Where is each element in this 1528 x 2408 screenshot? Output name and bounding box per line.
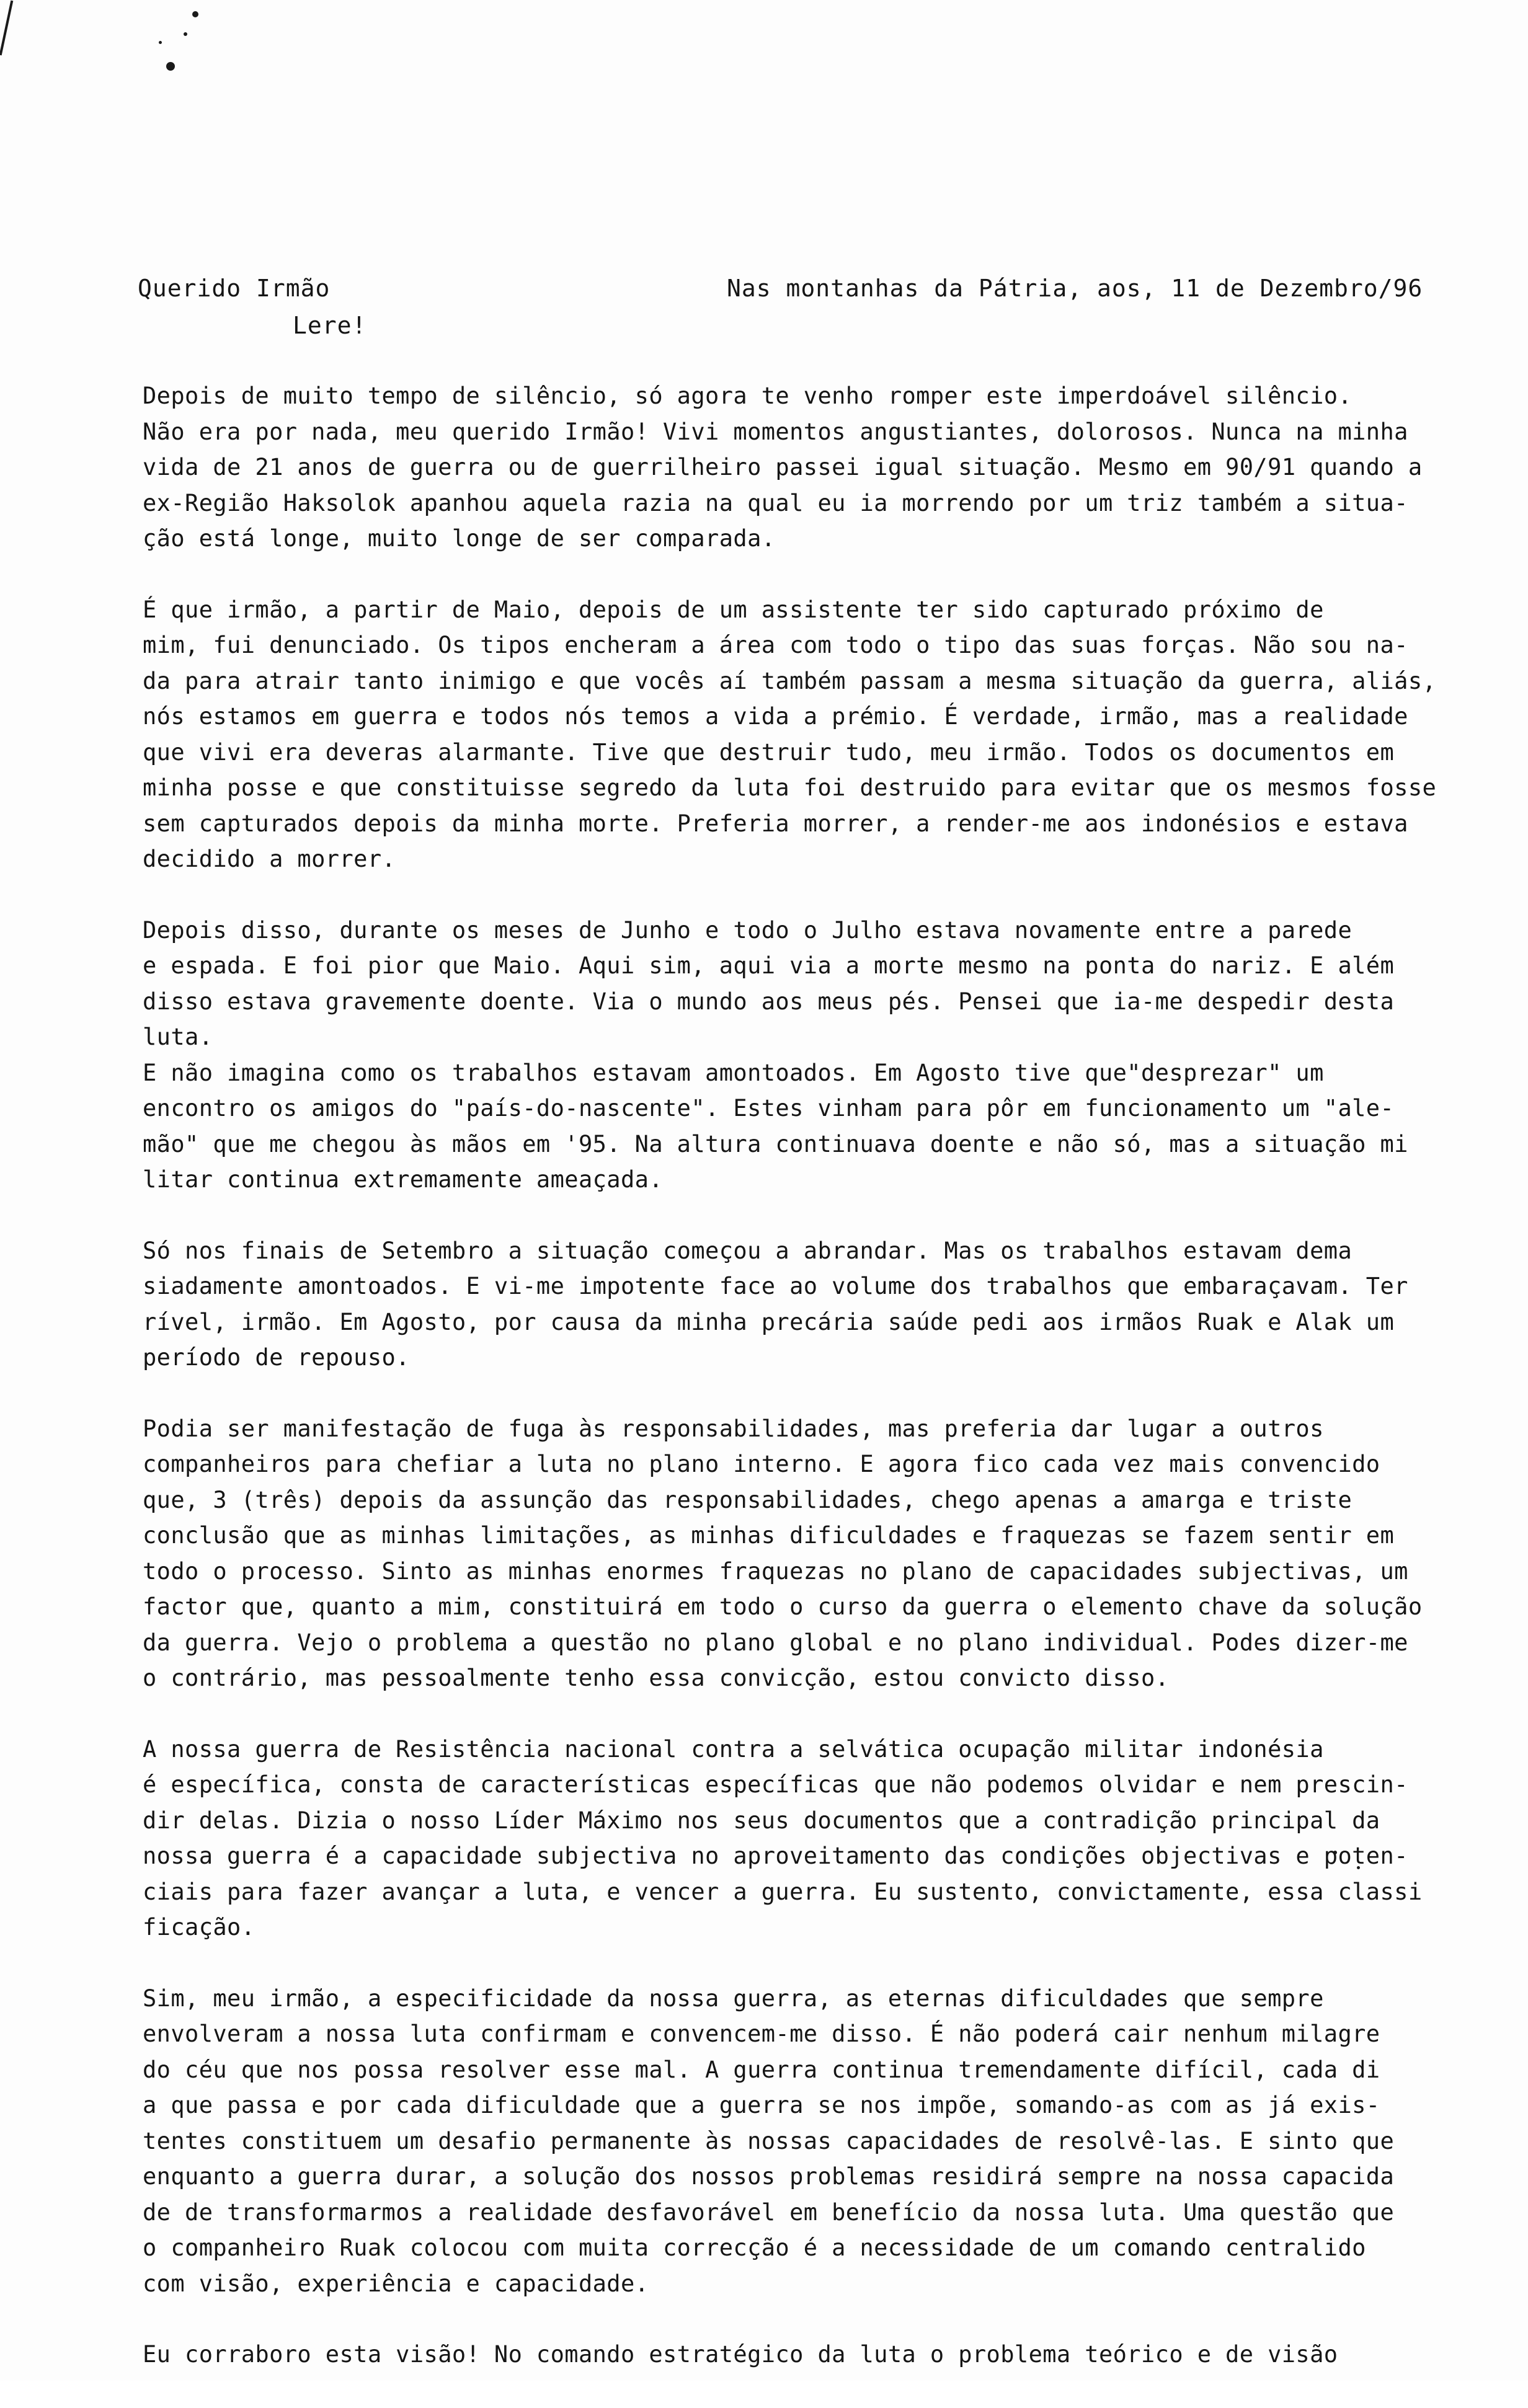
- scan-mark: [0, 1, 13, 56]
- text-line: vida de 21 anos de guerra ou de guerrilheiro passei igual situação. Mesmo em 90/91 quando a: [143, 454, 1423, 480]
- text-line: período de repouso.: [143, 1344, 410, 1371]
- text-line: dir delas. Dizia o nosso Líder Máximo nos seus documentos que a contradição principal da: [143, 1807, 1380, 1834]
- salutation-line1: Querido Irmão: [138, 275, 331, 302]
- paragraph-8: [118, 1981, 1457, 2302]
- text-line: da guerra. Vejo o problema a questão no plano global e no plano individual. Podes dizer-me: [143, 1629, 1408, 1656]
- text-line: E não imagina como os trabalhos estavam amontoados. Em Agosto tive que"desprezar" um: [143, 1059, 1324, 1086]
- text-line: de de transformarmos a realidade desfavorável em benefício da nossa luta. Uma questão que: [143, 2198, 1395, 2226]
- text-line: mim, fui denunciado. Os tipos encheram a área com todo o tipo das suas forças. Não sou na-: [143, 632, 1408, 658]
- scan-speck: [192, 11, 198, 17]
- text-line: ção está longe, muito longe de ser comparada.: [143, 525, 776, 552]
- text-line: rível, irmão. Em Agosto, por causa da minha precária saúde pedi aos irmãos Ruak e Alak um: [143, 1308, 1395, 1335]
- text-line: da para atrair tanto inimigo e que vocês aí também passam a mesma situação da guerra, aliás,: [143, 667, 1437, 694]
- text-line: do céu que nos possa resolver esse mal. A guerra continua tremendamente difícil, cada di: [143, 2056, 1380, 2083]
- text-line: Podia ser manifestação de fuga às responsabilidades, mas preferia dar lugar a outros: [143, 1415, 1324, 1442]
- text-line: encontro os amigos do "país-do-nascente". Estes vinham para pôr em funcionamento um "ale-: [143, 1095, 1395, 1122]
- paragraph-6: [118, 1411, 1457, 1696]
- text-line: ficação.: [143, 1914, 255, 1941]
- paragraph-7: [118, 1732, 1457, 1945]
- place-date: Nas montanhas da Pátria, aos, 11 de Dezembro/96: [727, 275, 1423, 302]
- text-line: disso estava gravemente doente. Via o mundo aos meus pés. Pensei que ia-me despedir desta: [143, 988, 1395, 1015]
- text-line: Só nos finais de Setembro a situação começou a abrandar. Mas os trabalhos estavam dema: [143, 1237, 1353, 1264]
- scan-speck: [184, 32, 187, 36]
- paragraph-4: [118, 1055, 1457, 1198]
- text-line: a que passa e por cada dificuldade que a guerra se nos impõe, somando-as com as já exis-: [143, 2092, 1380, 2118]
- text-line: decidido a morrer.: [143, 846, 396, 872]
- paragraph-3: [118, 913, 1457, 1055]
- text-line: Eu corraboro esta visão! No comando estratégico da luta o problema teórico e de visão: [143, 2341, 1338, 2368]
- text-line: Depois de muito tempo de silêncio, só agora te venho romper este imperdoável silêncio.: [143, 383, 1353, 409]
- paragraph-2: [118, 592, 1457, 877]
- text-line: sem capturados depois da minha morte. Preferia morrer, a render-me aos indonésios e estava: [143, 810, 1408, 837]
- text-line: ex-Região Haksolok apanhou aquela razia na qual eu ia morrendo por um triz também a situa-: [143, 489, 1408, 516]
- text-line: tentes constituem um desafio permanente às nossas capacidades de resolvê-las. E sinto que: [143, 2127, 1395, 2154]
- text-line: litar continua extremamente ameaçada.: [143, 1166, 664, 1193]
- text-line: que vivi era deveras alarmante. Tive que destruir tudo, meu irmão. Todos os documentos em: [143, 738, 1395, 766]
- text-line: A nossa guerra de Resistência nacional contra a selvática ocupação militar indonésia: [143, 1735, 1324, 1763]
- text-line: Não era por nada, meu querido Irmão! Vivi momentos angustiantes, dolorosos. Nunca na minha: [143, 418, 1408, 445]
- text-line: todo o processo. Sinto as minhas enormes fraquezas no plano de capacidades subjectivas, um: [143, 1557, 1408, 1585]
- text-line: enquanto a guerra durar, a solução dos nossos problemas residirá sempre na nossa capacida: [143, 2163, 1395, 2190]
- text-line: mão" que me chegou às mãos em '95. Na altura continuava doente e não só, mas a situação mi: [143, 1130, 1408, 1158]
- text-line: envolveram a nossa luta confirmam e convencem-me disso. É não poderá cair nenhum milagre: [143, 2021, 1380, 2047]
- text-line: conclusão que as minhas limitações, as minhas dificuldades e fraquezas se fazem sentir em: [143, 1522, 1395, 1549]
- letter-body: [118, 378, 1457, 2408]
- paragraph-9: [118, 2337, 1457, 2373]
- text-line: e espada. E foi pior que Maio. Aqui sim, aqui via a morte mesmo na ponta do nariz. E além: [143, 952, 1395, 979]
- text-line: o contrário, mas pessoalmente tenho essa convicção, estou convicto disso.: [143, 1665, 1170, 1691]
- text-line: o companheiro Ruak colocou com muita correcção é a necessidade de um comando centralido: [143, 2234, 1366, 2261]
- salutation-line2: Lere!: [293, 312, 367, 339]
- text-line: nós estamos em guerra e todos nós temos a vida a prémio. É verdade, irmão, mas a realidade: [143, 703, 1408, 730]
- text-line: Depois disso, durante os meses de Junho e todo o Julho estava novamente entre a parede: [143, 916, 1353, 944]
- text-line: com visão, experiência e capacidade.: [143, 2270, 649, 2297]
- text-line: que, 3 (três) depois da assunção das responsabilidades, chego apenas a amarga e triste: [143, 1486, 1353, 1513]
- paragraph-1: [118, 378, 1457, 557]
- text-line: siadamente amontoados. E vi-me impotente face ao volume dos trabalhos que embaraçavam. Ter: [143, 1273, 1408, 1299]
- text-line: é específica, consta de características específicas que não podemos olvidar e nem prescin-: [143, 1771, 1408, 1798]
- text-line: minha posse e que constituisse segredo da luta foi destruido para evitar que os mesmos fosse: [143, 774, 1437, 801]
- text-line: factor que, quanto a mim, constituirá em todo o curso da guerra o elemento chave da solução: [143, 1593, 1423, 1620]
- text-line: Sim, meu irmão, a especificidade da nossa guerra, as eternas dificuldades que sempre: [143, 1985, 1324, 2012]
- scan-speck: [159, 41, 162, 44]
- paragraph-5: [118, 1233, 1457, 1376]
- text-line: companheiros para chefiar a luta no plano interno. E agora fico cada vez mais convencido: [143, 1451, 1380, 1477]
- text-line: nossa guerra é a capacidade subjectiva no aproveitamento das condições objectivas e poten-: [143, 1843, 1408, 1869]
- scan-speck: [166, 62, 175, 71]
- text-line: É que irmão, a partir de Maio, depois de um assistente ter sido capturado próximo de: [143, 596, 1324, 623]
- text-line: ciais para fazer avançar a luta, e vencer a guerra. Eu sustento, convictamente, essa classi: [143, 1878, 1423, 1905]
- text-line: luta.: [143, 1024, 213, 1050]
